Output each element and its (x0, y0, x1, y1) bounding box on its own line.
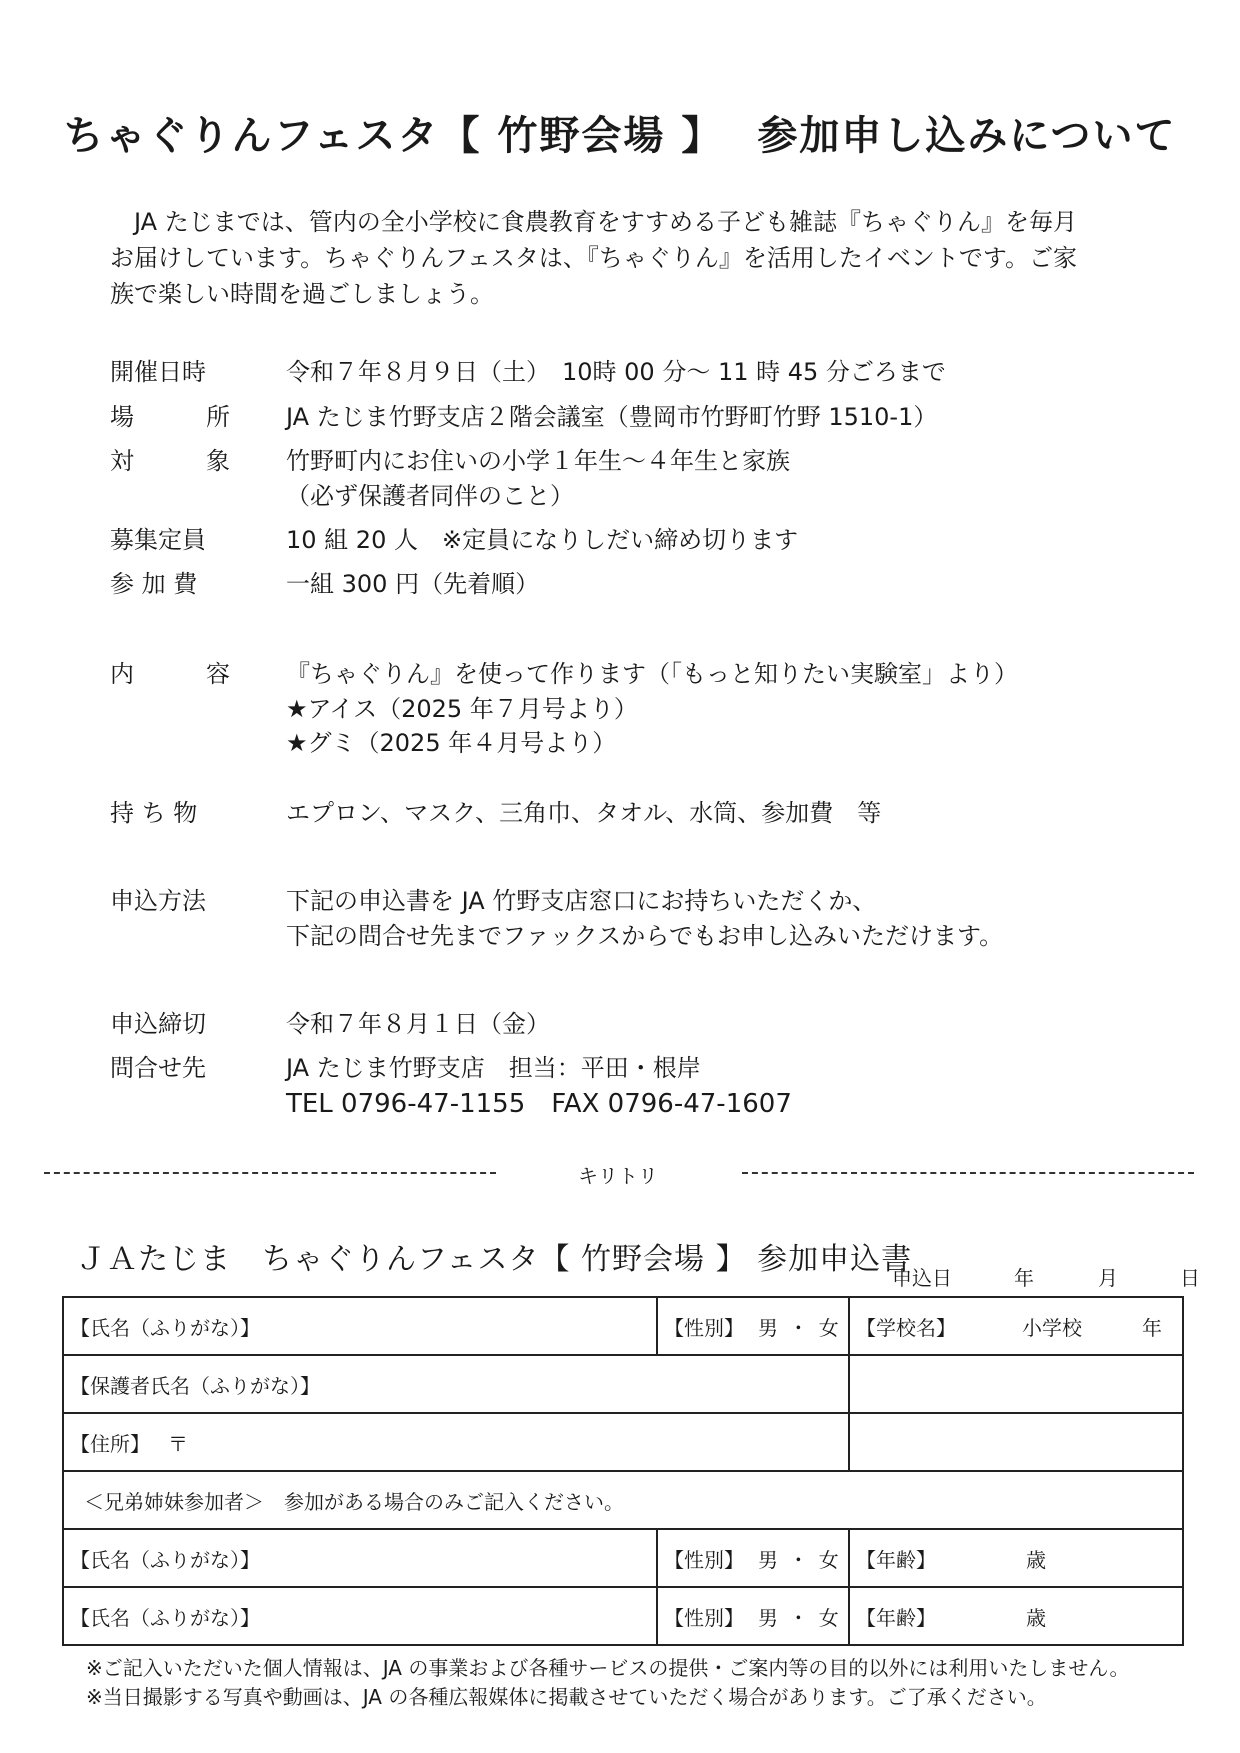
form-row-guardian (63, 1355, 1183, 1413)
form-row-sibling-note (63, 1471, 1183, 1529)
name-field[interactable]: 【氏名（ふりがな）】 (63, 1297, 657, 1355)
detail-value: （必ず保護者同伴のこと） (286, 482, 574, 510)
sibling-gender-field[interactable]: 【性別】 男 ・ 女 (657, 1529, 849, 1587)
sibling-name-field[interactable]: 【氏名（ふりがな）】 (63, 1529, 657, 1587)
form-row-sibling (63, 1529, 1183, 1587)
detail-label: 申込方法 (110, 887, 206, 915)
cut-dash-right (742, 1172, 1194, 1174)
detail-label: 募集定員 (110, 526, 206, 554)
detail-label: 持 ち 物 (110, 799, 198, 827)
detail-value: 下記の申込書を JA 竹野支店窓口にお持ちいただくか、 (286, 887, 877, 915)
detail-label: 参 加 費 (110, 570, 198, 598)
date-year: 年 (1014, 1266, 1034, 1290)
form-row-address (63, 1413, 1183, 1471)
detail-label: 問合せ先 (110, 1054, 206, 1082)
date-month: 月 (1098, 1266, 1118, 1290)
detail-label: 内 容 (110, 660, 230, 688)
detail-value: 令和７年８月９日（土） 10時 00 分～ 11 時 45 分ごろまで (286, 358, 946, 386)
guardian-extra-field[interactable] (849, 1355, 1183, 1413)
sibling-age-field[interactable]: 【年齢】 歳 (849, 1587, 1183, 1645)
intro-paragraph (110, 204, 1130, 312)
detail-value: JA たじま竹野支店２階会議室（豊岡市竹野町竹野 1510-1） (286, 403, 938, 431)
intro-line: JA たじまでは、管内の全小学校に食農教育をすすめる子ども雑誌『ちゃぐりん』を毎月 (110, 208, 1077, 236)
date-label: 申込日 (892, 1266, 952, 1290)
footnote: ※ご記入いただいた個人情報は、JA の事業および各種サービスの提供・ご案内等の目的以外には利用いたしません。 (86, 1656, 1130, 1680)
detail-value: ★アイス（2025 年７月号より） (286, 695, 638, 723)
detail-value: 一組 300 円（先着順） (286, 570, 540, 598)
detail-value: TEL 0796-47-1155 FAX 0796-47-1607 (286, 1089, 792, 1119)
detail-value: ★グミ（2025 年４月号より） (286, 729, 617, 757)
detail-value: エプロン、マスク、三角巾、タオル、水筒、参加費 等 (286, 799, 882, 827)
footnote: ※当日撮影する写真や動画は、JA の各種広報媒体に掲載させていただく場合があります。ご了承ください。 (86, 1685, 1047, 1709)
address-field[interactable]: 【住所】 〒 (63, 1413, 849, 1471)
address-extra-field[interactable] (849, 1413, 1183, 1471)
detail-value: JA たじま竹野支店 担当：平田・根岸 (286, 1054, 701, 1082)
form-title: ＪＡたじま ちゃぐりんフェスタ【 竹野会場 】 参加申込書 (76, 1242, 913, 1277)
page-title-event: ちゃぐりんフェスタ【 竹野会場 】 (63, 113, 724, 159)
cut-label: キリトリ (578, 1164, 658, 1188)
application-form (62, 1296, 1184, 1646)
detail-value: 10 組 20 人 ※定員になりしだい締め切ります (286, 526, 799, 554)
sibling-note: ＜兄弟姉妹参加者＞ 参加がある場合のみご記入ください。 (63, 1471, 1183, 1529)
detail-label: 対 象 (110, 447, 230, 475)
intro-line: お届けしています。ちゃぐりんフェスタは、『ちゃぐりん』を活用したイベントです。ご家 (110, 244, 1077, 272)
gender-field[interactable]: 【性別】 男 ・ 女 (657, 1297, 849, 1355)
intro-line: 族で楽しい時間を過ごしましょう。 (110, 280, 494, 308)
page-title-subject: 参加申し込みについて (757, 113, 1177, 159)
footnotes (86, 1654, 1130, 1712)
sibling-name-field[interactable]: 【氏名（ふりがな）】 (63, 1587, 657, 1645)
detail-label: 申込締切 (110, 1010, 206, 1038)
date-day: 日 (1180, 1266, 1200, 1290)
detail-label: 開催日時 (110, 358, 206, 386)
detail-value: 竹野町内にお住いの小学１年生～４年生と家族 (286, 447, 790, 475)
sibling-age-field[interactable]: 【年齢】 歳 (849, 1529, 1183, 1587)
page-title (0, 104, 1240, 161)
form-row-applicant (63, 1297, 1183, 1355)
detail-label: 場 所 (110, 403, 230, 431)
guardian-name-field[interactable]: 【保護者氏名（ふりがな）】 (63, 1355, 849, 1413)
school-field[interactable]: 【学校名】 小学校 年 (849, 1297, 1183, 1355)
sibling-gender-field[interactable]: 【性別】 男 ・ 女 (657, 1587, 849, 1645)
form-row-sibling (63, 1587, 1183, 1645)
detail-value: 『ちゃぐりん』を使って作ります（「もっと知りたい実験室」より） (286, 660, 1018, 688)
detail-value: 下記の問合せ先までファックスからでもお申し込みいただけます。 (286, 922, 1004, 950)
cut-line (0, 1160, 1240, 1190)
detail-value: 令和７年８月１日（金） (286, 1010, 550, 1038)
cut-dash-left (44, 1172, 496, 1174)
